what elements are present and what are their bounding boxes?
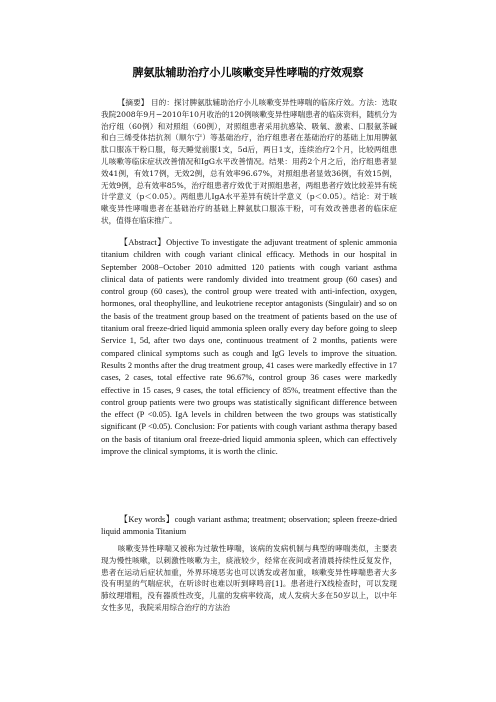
abstract-english: 【Abstract】Objective To investigate the adjuvant treatment of splenic ammonia titanium children with cough variant clinical efficacy. Methods in our hospital in September 2008−October 2010 admitted 120 patients with cough variant asthma clinical data of patients were randomly divided into treatment group (60 cases) and control group (60 cases), the control group were treated with anti-infection, oxygen, hormones, oral theophylline, and leukotriene receptor antagonists (Singulair) and so on the basis of the treatment group based on the treatment of patients based on the use of titanium oral freeze-dried liquid ammonia spleen orally every day before going to sleep Service 1, 5d, after two days one, continuous treatment of 2 months, patients were compared clinical symptoms such as cough and IgG levels to improve the situation. Results 2 months after the drug treatment group, 41 cases were markedly effective in 17 cases, 2 cases, total effective rate 96.67%, control group 36 cases were markedly effective in 15 cases, 9 cases, the total efficiency of 85%, treatment effective than the control group patients were two groups was statistically significant difference between the effect (P <0.05). IgA levels in children between the two groups was statistically significant (P <0.05). Conclusion: For patients with cough variant asthma therapy based on the basis of titanium oral freeze-dried liquid ammonia spleen, which can effectively improve the clinical symptoms, it is worth the clinic. bbox=[101, 238, 397, 457]
paper-title: 脾氨肽辅助治疗小儿咳嗽变异性哮喘的疗效观察 bbox=[132, 66, 364, 79]
abstract-chinese: 【摘要】 目的：探讨脾氨肽辅助治疗小儿咳嗽变异性哮喘的临床疗效。方法：选取我院2008年9月−2010年10月收治的120例咳嗽变异性哮喘患者的临床资料，随机分为治疗组（60例）和对照组（60例），对照组患者采用抗感染、吸氧、激素、口服氨茶碱和白三烯受体拮抗剂（顺尔宁）等基础治疗，治疗组患者在基础治疗的基础上加用脾氨肽口服冻干粉口服，每天睡觉前服1支，5d后，两日1支，连续治疗2个月，比较两组患儿咳嗽等临床症状改善情况和IgG水平改善情况。结果：用药2个月之后，治疗组患者显效41例，有效17例，无效2例，总有效率96.67%，对照组患者显效36例，有效15例，无效9例，总有效率85%，治疗组患者疗效优于对照组患者，两组患者疗效比较差异有统计学意义（p＜0.05）。两组患儿IgA水平差异有统计学意义（p＜0.05）。结论：对于咳嗽变异性哮喘患者在基础治疗的基础上脾氨肽口服冻干粉，可有效改善患者的临床症状，值得在临床推广。 bbox=[101, 98, 397, 225]
intro-paragraph: 咳嗽变异性哮喘又被称为过敏性哮喘，该病的发病机制与典型的哮喘类似，主要表现为慢性咳嗽，以刺激性咳嗽为主，痰液较少，经常在夜间或者清晨持续性反复发作，患者在运动后症状加重，外界环境恶劣也可以诱发或者加重，咳嗽变异性哮喘患者大多没有明显的气喘症状，在听诊时也难以听到哮鸣音[1]。患者进行X线检查时，可以发现肺纹理增粗，没有器质性改变，儿童的发病率较高，成人发病大多在50岁以上，以中年女性多见，我院采用综合治疗的方法治 bbox=[101, 544, 397, 612]
keywords: 【Key words】cough variant asthma; treatment; observation; spleen freeze-dried liquid ammonia Titanium bbox=[101, 515, 397, 537]
